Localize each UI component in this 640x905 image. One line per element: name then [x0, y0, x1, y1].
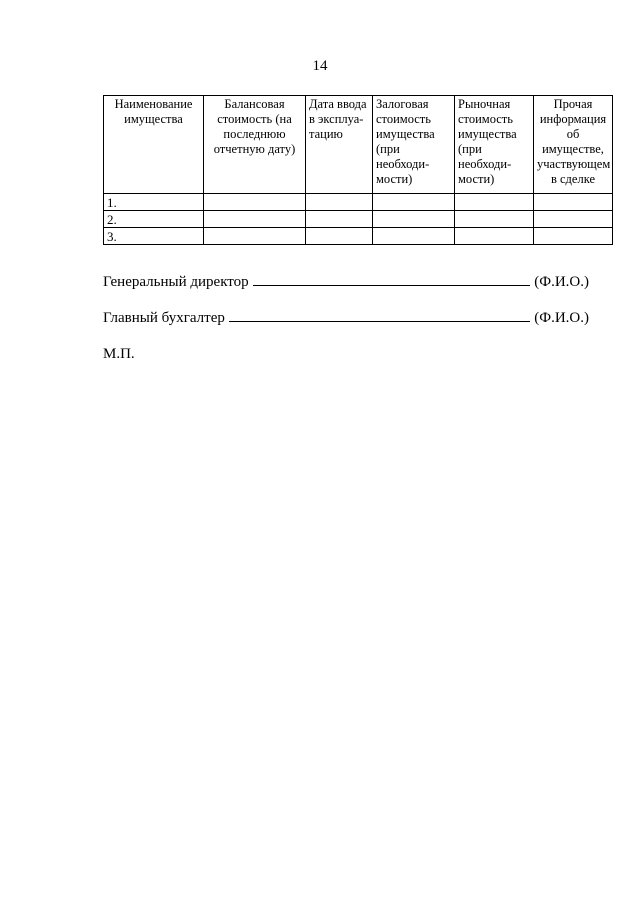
signature-row-accountant	[103, 308, 589, 327]
table-row	[104, 228, 613, 245]
property-table	[103, 95, 613, 245]
table-cell	[455, 211, 534, 228]
table-cell	[373, 211, 455, 228]
table-cell: 2.	[104, 211, 204, 228]
header-commission-date: Дата ввода в эксплуа-тацию	[306, 96, 373, 194]
signature-line	[229, 308, 530, 322]
table-cell: 1.	[104, 194, 204, 211]
table-cell	[455, 194, 534, 211]
table-cell	[306, 228, 373, 245]
header-book-value: Балансовая стоимость (на последнюю отчетную дату)	[204, 96, 306, 194]
table-cell: 3.	[104, 228, 204, 245]
table-cell	[204, 194, 306, 211]
table-cell	[204, 228, 306, 245]
table-cell	[306, 194, 373, 211]
signature-name-hint: (Ф.И.О.)	[534, 274, 589, 290]
page-number: 14	[312, 58, 328, 74]
signature-title: Генеральный директор	[103, 274, 249, 290]
header-collateral-value: Залоговая стоимость имущества (при необходи-мости)	[373, 96, 455, 194]
table-cell	[534, 194, 613, 211]
table-cell	[534, 211, 613, 228]
table-row	[104, 194, 613, 211]
table-row	[104, 211, 613, 228]
table-cell	[204, 211, 306, 228]
header-property-name: Наименование имущества	[104, 96, 204, 194]
stamp-label: М.П.	[103, 346, 135, 362]
signature-title: Главный бухгалтер	[103, 310, 225, 326]
table-cell	[455, 228, 534, 245]
table-cell	[373, 194, 455, 211]
table-cell	[306, 211, 373, 228]
header-other-info: Прочая информация об имуществе, участвующем в сделке	[534, 96, 613, 194]
table-header-row	[104, 96, 613, 194]
table-cell	[534, 228, 613, 245]
signature-line	[253, 272, 531, 286]
signature-row-director	[103, 272, 589, 291]
header-market-value: Рыночная стоимость имущества (при необходи-мости)	[455, 96, 534, 194]
signature-name-hint: (Ф.И.О.)	[534, 310, 589, 326]
table-cell	[373, 228, 455, 245]
